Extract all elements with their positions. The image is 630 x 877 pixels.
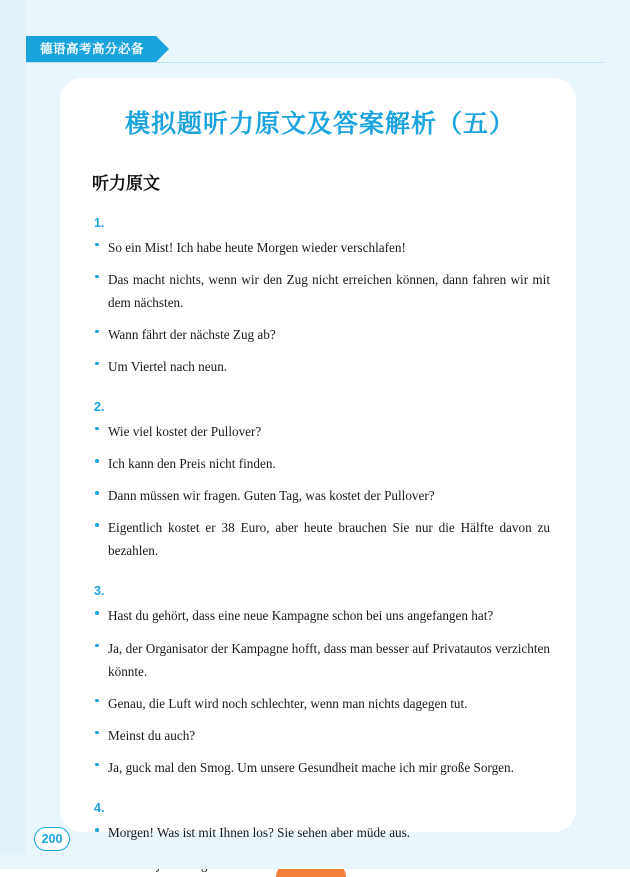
bullet-icon (95, 699, 99, 703)
transcript-line (90, 516, 550, 562)
bullet-icon (95, 611, 99, 615)
bullet-icon (95, 731, 99, 735)
transcript-item (90, 216, 550, 378)
transcript-line (90, 821, 550, 844)
transcript-line (90, 692, 550, 715)
transcript-line-text: Morgen! Was ist mit Ihnen los? Sie sehen aber müde aus. (108, 825, 411, 840)
item-number: 1. (94, 215, 105, 230)
bottom-strip (0, 855, 630, 869)
bullet-icon (95, 362, 99, 366)
bullet-icon (95, 763, 99, 767)
transcript-line (90, 323, 550, 346)
transcript-line-text: Ja, der Organisator der Kampagne hofft, dass man besser auf Privatautos verzichten könnte. (108, 640, 550, 679)
transcript-line-text: Das macht nichts, wenn wir den Zug nicht erreichen können, dann fahren wir mit dem nächsten. (108, 271, 550, 310)
content-card (60, 78, 576, 840)
bullet-icon (95, 459, 99, 463)
item-number: 2. (94, 399, 105, 414)
page-number-badge: 200 (34, 827, 70, 851)
transcript-line-text: Hast du gehört, dass eine neue Kampagne schon bei uns angefangen hat? (108, 608, 494, 624)
item-number: 4. (94, 801, 105, 815)
transcript-line (90, 724, 550, 747)
transcript-line (90, 637, 550, 683)
bullet-icon (95, 243, 99, 247)
transcript-line-text: Ich kann den Preis nicht finden. (108, 456, 276, 472)
transcript-line-text: Meinst du auch? (108, 727, 196, 743)
transcript-line-text: Wie viel kostet der Pullover? (108, 423, 262, 439)
section-heading: 听力原文 (92, 173, 160, 193)
bullet-icon (95, 330, 99, 334)
transcript-line (90, 420, 550, 443)
header-ribbon (26, 36, 169, 62)
transcript-line (90, 268, 550, 314)
transcript-line (90, 452, 550, 475)
transcript-line (90, 355, 550, 378)
transcript-line-text: Ja, guck mal den Smog. Um unsere Gesundheit mache ich mir große Sorgen. (108, 759, 514, 775)
transcript-line-text: Genau, die Luft wird noch schlechter, wenn man nichts dagegen tut. (108, 695, 468, 711)
left-margin-band (0, 0, 26, 869)
page-title: 模拟题听力原文及答案解析（五） (124, 110, 515, 138)
transcript-line-text: Eigentlich kostet er 38 Euro, aber heute brauchen Sie nur die Hälfte davon zu bezahlen. (108, 520, 550, 559)
bullet-icon (95, 523, 99, 527)
transcript-line (90, 604, 550, 627)
transcript-line (90, 756, 550, 779)
bullet-icon (95, 427, 99, 431)
transcript-line-text: So ein Mist! Ich habe heute Morgen wieder verschlafen! (108, 239, 406, 255)
bullet-icon (95, 828, 99, 832)
bullet-icon (95, 491, 99, 495)
transcript-line (90, 236, 550, 259)
header-ribbon-label: 德语高考高分必备 (26, 36, 156, 62)
transcript-line-text: Um Viertel nach neun. (108, 358, 228, 374)
ribbon-arrow-icon (156, 36, 169, 62)
item-number: 3. (94, 584, 105, 599)
transcript-line (90, 484, 550, 507)
header-divider (26, 62, 604, 63)
bullet-icon (95, 275, 99, 279)
transcript-item (90, 400, 550, 562)
transcript-line-text: Wann fährt der nächste Zug ab? (108, 326, 276, 342)
transcript-line-text: Dann müssen wir fragen. Guten Tag, was kostet der Pullover? (108, 488, 435, 504)
transcript-item (90, 584, 550, 779)
bullet-icon (95, 644, 99, 648)
